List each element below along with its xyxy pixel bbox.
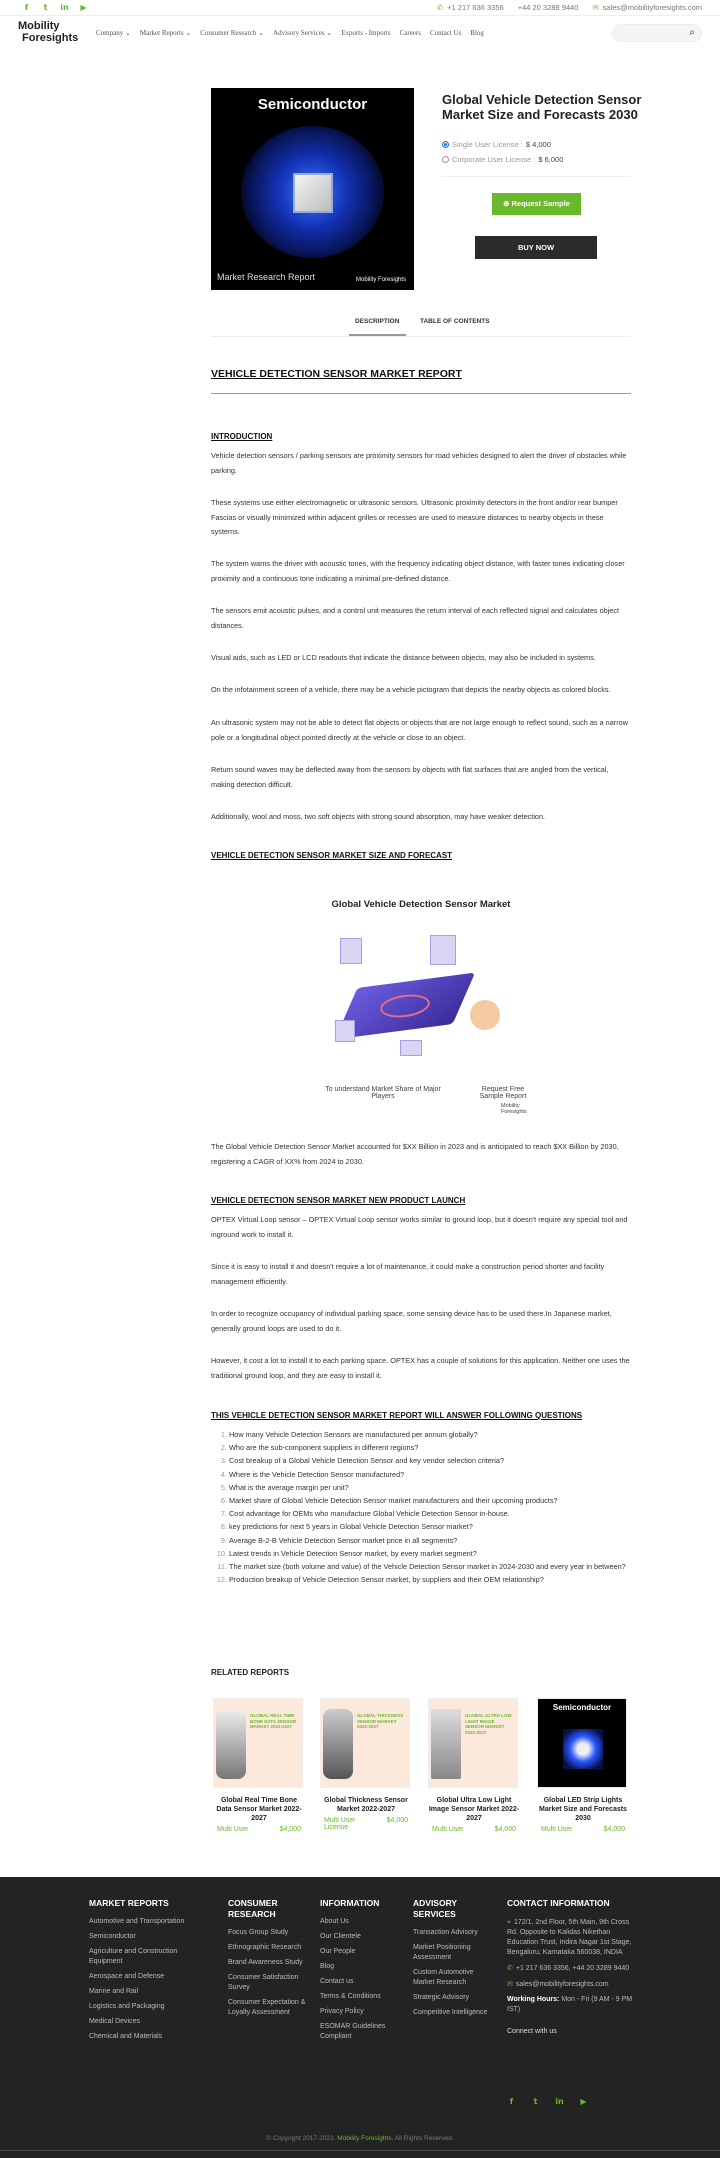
device-box [430,935,456,965]
related-report-thumbnail[interactable] [213,1698,303,1788]
download-icon: ⊕ [503,199,512,208]
product-title: Global Vehicle Detection Sensor Market Size and Forecasts 2030 [442,92,642,122]
footer-link[interactable]: ESOMAR Guidelines Compliant [320,2023,386,2040]
phones-text: +1 217 636 3356, +44 20 3289 9440 [515,1965,630,1972]
footer-link[interactable]: Blog [320,1963,335,1970]
phone-icon: ✆ [507,1964,513,1972]
related-reports-heading: RELATED REPORTS [211,1668,290,1677]
related-report-title[interactable]: Global Real Time Bone Data Sensor Market 2022-2027 [216,1797,302,1822]
footer-advisory [413,1898,491,2023]
footer-link[interactable]: Consumer Expectation & Loyalty Assessment [228,1999,306,2016]
intro-paragraph: Vehicle detection sensors / parking sensors are proximity sensors for road vehicles designed to alert the driver of obstacles while parking. [211,451,627,475]
location-icon: ⌖ [507,1918,511,1926]
footer-link[interactable]: Brand Awareness Study [228,1959,303,1966]
twitter-icon[interactable]: t [43,3,48,12]
footer-link[interactable]: Focus Group Study [228,1929,289,1936]
footer-link[interactable]: Contact us [320,1978,354,1985]
hours-text: Mon - Fri (9 AM - 9 PM IST) [507,1996,633,2013]
related-report-thumbnail[interactable] [537,1698,627,1788]
top-bar [0,0,720,16]
footer-hours [507,1995,635,2015]
related-report-title[interactable]: Global Ultra Low Light Image Sensor Market 2022-2027 [428,1797,520,1822]
infographic-caption-right[interactable]: Request Free Sample Report [479,1086,527,1100]
site-logo[interactable] [18,20,88,44]
footer-link[interactable]: Ethnographic Research [228,1944,302,1951]
footer-link[interactable]: Medical Devices [89,2018,140,2025]
request-sample-label: Request Sample [511,199,570,208]
email-text: sales@mobilityforesights.com [515,1981,609,1988]
youtube-icon[interactable]: ▶ [80,3,87,12]
launch-paragraph: Since it is easy to install it and doesn't require a lot of maintenance, it could make a construction period shorter and facility management efficiently. [211,1262,605,1286]
tab-description[interactable]: DESCRIPTION [355,318,400,325]
launch-paragraph: In order to recognize occupancy of individual parking space, some sensing device has to be used there.In Japanese market, generally ground loops are used to do it. [211,1309,612,1333]
top-contact [437,3,702,12]
footer-email[interactable] [507,1979,635,1990]
product-cover-image [211,88,414,290]
linkedin-icon[interactable]: in [60,3,69,12]
list-item: 8. key predictions for next 5 years in Global Vehicle Detection Sensor market? [229,1520,631,1533]
email-text: sales@mobilityforesights.com [602,3,702,12]
nav-blog[interactable]: Blog [470,29,484,37]
footer-link[interactable]: Consumer Satisfaction Survey [228,1974,299,1991]
nav-advisory-services[interactable]: Advisory Services ⌄ [273,29,333,37]
intro-paragraph: Visual aids, such as LED or LCD readouts that indicate the distance between objects, may also be included in systems. [211,653,596,662]
footer-heading: ADVISORY SERVICES [413,1898,457,1919]
license-single[interactable] [442,140,551,149]
related-report-thumbnail[interactable] [320,1698,410,1788]
nav-careers[interactable]: Careers [399,29,421,37]
footer-social-links [507,2097,588,2106]
related-license: Multi User License [324,1817,356,1831]
thumb-text: GLOBAL ULTRA LOW LIGHT IMAGE SENSOR MARKET 2022-2027 [465,1713,512,1735]
footer-link[interactable]: Custom Automotive Market Research [413,1969,474,1986]
intro-paragraph: An ultrasonic system may not be able to detect flat objects or objects that are not large enough to reflect sound, such as a narrow pole or a longitudinal object pointed directly at the vehicle or close to an object. [211,718,628,742]
logo-line-2: Foresights [22,32,79,44]
connect-label: Connect with us [507,2028,557,2035]
footer-link[interactable]: Our People [320,1948,356,1955]
device-box [340,938,362,964]
nav-exports-imports[interactable]: Exports - Imports [341,29,391,37]
copyright [0,2135,720,2142]
email-link[interactable] [592,3,702,12]
footer-link[interactable]: Transaction Advisory [413,1929,478,1936]
address-text: 172/1, 2nd Floor, 5th Main, 9th Cross Rd. Opposite to Kalidas Nikethan Education Trust, Indira Nagar 1st Stage, Bengaluru, Karnataka 560038, INDIA [507,1919,632,1956]
linkedin-icon[interactable]: in [555,2097,564,2106]
copyright-suffix: All Rights Reserved. [394,2135,454,2142]
list-item: 10. Latest trends in Vehicle Detection Sensor market, by every market segment? [229,1547,631,1560]
related-report-card[interactable] [320,1698,412,1831]
tabs-divider [211,336,631,337]
intro-paragraph: The sensors emit acoustic pulses, and a control unit measures the return interval of each reflected signal and calculates object distances. [211,606,620,630]
license-label: Single User License : [452,140,523,149]
list-item: 11. The market size (both volume and value) of the Vehicle Detection Sensor market in 2024-2030 and every year in between? [229,1560,631,1573]
footer-link[interactable]: Marine and Rail [89,1988,139,1995]
report-main-title: VEHICLE DETECTION SENSOR MARKET REPORT [211,368,462,380]
related-report-thumbnail[interactable] [428,1698,518,1788]
youtube-icon[interactable]: ▶ [580,2097,587,2106]
nav-label: Consumer Research [200,29,257,37]
cover-logo: Mobility Foresights [355,277,406,283]
list-item: 7. Cost advantage for OEMs who manufacture Global Vehicle Detection Sensor in-house. [229,1507,631,1520]
nav-company[interactable]: Company ⌄ [96,29,131,37]
device-box [400,1040,422,1056]
product-image-shape [216,1709,246,1779]
related-license: Multi User [432,1826,464,1833]
phone-uk-text: +44 20 3289 9440 [517,3,579,12]
footer-bottom-line [0,2150,720,2151]
product-image-shape [431,1709,461,1779]
list-item: 6. Market share of Global Vehicle Detection Sensor market manufacturers and their upcoming products? [229,1494,631,1507]
footer-contact [507,1898,635,2042]
related-license: Multi User [217,1826,249,1833]
facebook-icon[interactable]: f [24,3,29,12]
thumb-text: GLOBAL REAL TIME BONE DATA SENSOR MARKET 2022-2027 [250,1713,297,1729]
footer-link[interactable]: Chemical and Materials [89,2033,163,2040]
copyright-brand[interactable]: Mobility Foresights. [337,2135,394,2142]
related-price: $4,000 [494,1826,516,1833]
site-header [0,16,720,56]
list-item: 1. How many Vehicle Detection Sensors are manufactured per annum globally? [229,1428,631,1441]
intro-paragraph: On the infotainment screen of a vehicle, there may be a vehicle pictogram that depicts the nearby objects as colored blocks. [211,685,611,694]
nav-label: Company [96,29,124,37]
footer-phones[interactable] [507,1963,635,1974]
footer-link[interactable]: Market Positioning Assessment [413,1944,471,1961]
related-license: Multi User [541,1826,573,1833]
phone-uk[interactable] [518,3,579,12]
tab-table-of-contents[interactable]: TABLE OF CONTENTS [420,318,490,325]
license-label: Corporate User License : [452,155,536,164]
footer-link[interactable]: About Us [320,1918,349,1925]
footer-link[interactable]: Strategic Advisory [413,1994,470,2001]
chip-icon [563,1729,603,1769]
person-shape [470,1000,500,1030]
list-item: 9. Average B-2-B Vehicle Detection Sensor market price in all segments? [229,1534,631,1547]
footer-link[interactable]: Agriculture and Construction Equipment [89,1948,178,1965]
related-price: $4,000 [279,1826,301,1833]
footer-link[interactable]: Aerospace and Defense [89,1973,165,1980]
thumb-text: GLOBAL THICKNESS SENSOR MARKET 2022-2027 [357,1713,404,1729]
cover-footer: Market Research Report [217,272,316,282]
footer-link[interactable]: Terms & Conditions [320,1993,381,2000]
license-price: $ 4,000 [525,140,551,149]
infographic-logo: Mobility Foresights [501,1103,527,1115]
related-price: $4,000 [603,1826,625,1833]
thumb-text: Semiconductor [552,1703,612,1712]
intro-paragraph: The system warns the driver with acoustic tones, with the frequency indicating object distance, with faster tones indicating closer proximity and a continuous tone indicating a minimal pre-defined distance. [211,559,625,583]
request-sample-button[interactable] [492,193,581,215]
nav-label: Advisory Services [273,29,325,37]
nav-market-reports[interactable]: Market Reports ⌄ [139,29,192,37]
cover-title: Semiconductor [257,96,368,113]
nav-consumer-research[interactable]: Consumer Research ⌄ [200,29,265,37]
intro-paragraph: Return sound waves may be deflected away from the sensors by objects with flat surfaces that are angled from the vertical, making detection difficult. [211,765,609,789]
list-item: 3. Cost breakup of a Global Vehicle Detection Sensor and key vendor selection criteria? [229,1454,631,1467]
intro-paragraph: Additionally, wool and moss, two soft objects with strong sound absorption, may have weaker detection. [211,812,546,821]
related-report-card[interactable] [537,1698,629,1833]
footer-link[interactable]: Logistics and Packaging [89,2003,165,2010]
questions-list [211,1428,631,1586]
buy-now-button[interactable]: BUY NOW [475,236,597,259]
list-item: 2. Who are the sub-component suppliers in different regions? [229,1441,631,1454]
device-box [335,1020,355,1042]
related-price: $4,000 [386,1817,408,1824]
intro-heading: INTRODUCTION [211,432,273,441]
mail-icon: ✉ [592,3,599,12]
footer-link[interactable]: Competitive Intelligence [413,2009,488,2016]
main-nav [96,29,484,37]
infographic-title: Global Vehicle Detection Sensor Market [331,899,511,910]
logo-line-1: Mobility [18,20,60,32]
radio-unselected-icon[interactable] [442,156,449,163]
launch-heading: VEHICLE DETECTION SENSOR MARKET NEW PRODUCT LAUNCH [211,1196,466,1205]
footer-address [507,1917,635,1958]
footer-link[interactable]: Privacy Policy [320,2008,364,2015]
license-price: $ 6,000 [538,155,564,164]
nav-label: Market Reports [139,29,184,37]
nav-contact-us[interactable]: Contact Us [429,29,462,37]
footer-link[interactable]: Semiconductor [89,1933,136,1940]
launch-paragraph: However, it cost a lot to install it to each parking space. OPTEX has a couple of solutions for this application. Neither one uses the traditional ground loop, and they are easy to install it. [211,1356,630,1380]
social-links [22,3,88,12]
launch-paragraph: OPTEX Virtual Loop sensor – OPTEX Virtual Loop sensor works similar to ground loop, but it doesn't require any special tool and inground work to install it. [211,1215,628,1239]
related-report-card[interactable] [428,1698,520,1833]
phone-us-text: +1 217 636 3356 [447,3,504,12]
intro-paragraph: These systems use either electromagnetic or ultrasonic sensors. Ultrasonic proximity detectors in the front and/or rear bumper Fascias or visually minimized within adjacent grilles or recesses are used to measure distances to nearby objects in these systems. [211,498,618,536]
title-divider [211,393,631,394]
search-icon[interactable]: ⌕ [689,27,695,38]
infographic-caption-left: To understand Market Share of Major Players [325,1086,441,1100]
copyright-prefix: © Copyright 2017-2023. [266,2135,336,2142]
market-size-heading: VEHICLE DETECTION SENSOR MARKET SIZE AND FORECAST [211,851,453,860]
twitter-icon[interactable]: t [533,2097,538,2106]
product-image-shape [323,1709,353,1779]
footer-link[interactable]: Our Clientele [320,1933,361,1940]
questions-heading: THIS VEHICLE DETECTION SENSOR MARKET REPORT WILL ANSWER FOLLOWING QUESTIONS [211,1411,583,1420]
list-item: 12. Production breakup of Vehicle Detection Sensor market, by suppliers and their OEM relationship? [229,1573,631,1586]
phone-icon: ✆ [436,3,444,12]
chip-icon [293,173,333,213]
radio-selected-icon[interactable] [442,141,449,148]
footer-consumer-research [228,1898,306,2023]
footer-heading: CONTACT INFORMATION [507,1898,610,1908]
list-item: 4. Where is the Vehicle Detection Sensor manufactured? [229,1468,631,1481]
footer-heading: MARKET REPORTS [89,1898,169,1908]
footer-market-reports [89,1898,209,2047]
related-report-title[interactable]: Global LED Strip Lights Market Size and Forecasts 2030 [539,1797,627,1822]
facebook-icon[interactable]: f [509,2097,514,2106]
mail-icon: ✉ [507,1980,513,1988]
license-corporate[interactable] [442,155,563,164]
market-size-paragraph: The Global Vehicle Detection Sensor Market accounted for $XX Billion in 2023 and is anticipated to reach $XX Billion by 2030, registering a CAGR of XX% from 2024 to 2030. [211,1142,619,1166]
footer-heading: CONSUMER RESEARCH [228,1898,278,1919]
search-input[interactable] [612,24,702,42]
phone-us[interactable] [437,3,504,12]
footer-link[interactable]: Automotive and Transportation [89,1918,185,1925]
footer-information [320,1898,402,2047]
hours-label: Working Hours: [507,1996,560,2003]
list-item: 5. What is the average margin per unit? [229,1481,631,1494]
related-report-title[interactable]: Global Thickness Sensor Market 2022-2027 [324,1797,408,1813]
divider [442,176,630,177]
footer-heading: INFORMATION [320,1898,380,1908]
related-report-card[interactable] [213,1698,305,1833]
